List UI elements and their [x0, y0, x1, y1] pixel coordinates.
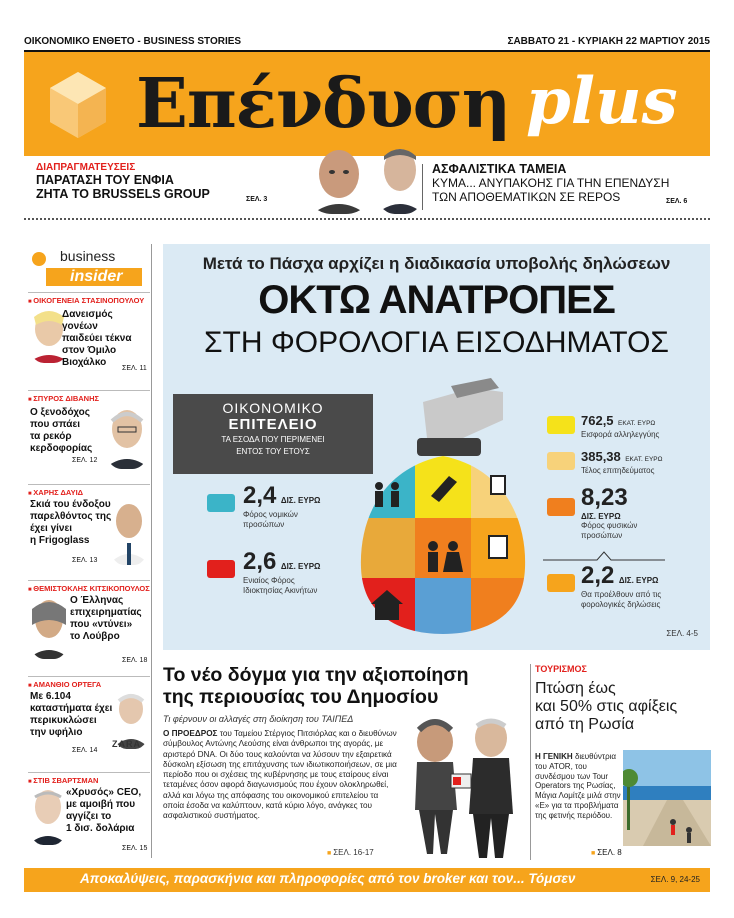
story-headline: Σκιά του ένδοξου παρελθόντος της έχει γίνει η Frigoglass — [30, 499, 112, 546]
infographic-title-line2: ΣΤΗ ΦΟΡΟΛΟΓΙΑ ΕΙΣΟΔΗΜΑΤΟΣ — [204, 326, 669, 359]
infographic-subtitle: Μετά το Πάσχα αρχίζει η διαδικασία υποβολής δηλώσεων — [202, 254, 671, 273]
header-line — [24, 32, 710, 50]
caricature-illustration — [407, 714, 519, 860]
tourism-story[interactable] — [530, 664, 710, 860]
sidebar-story[interactable] — [28, 292, 150, 380]
footer-text: Αποκαλύψεις, παρασκήνια και πληροφορίες από τον broker και τον... Τόμσεν — [80, 871, 576, 886]
story-headline: Ο ξενοδόχος που σπάει τα ρεκόρ κερδοφορίας — [30, 407, 93, 454]
seaside-promenade-photo — [623, 750, 711, 846]
teaser-kicker: ΑΣΦΑΛΙΣΤΙΚΑ ΤΑΜΕΙΑ — [432, 162, 567, 176]
stat-solidarity-levy: 762,5 ΕΚΑΤ. ΕΥΡΩ Εισφορά αλληλεγγύης — [581, 413, 660, 439]
portrait-photo — [108, 499, 150, 565]
story-page: ΣΕΛ. 11 — [122, 365, 147, 372]
story-kicker: ■ ΣΤΙΒ ΣΒΑΡΤΣΜΑΝ — [28, 776, 150, 785]
article-subtitle: Τι φέρνουν οι αλλαγές στη διοίκηση του ΤΑΙΠΕΔ — [163, 714, 354, 724]
story-kicker: ■ ΑΜΑΝΘΙΟ ΟΡΤΕΓΑ — [28, 680, 150, 689]
portrait-photo — [104, 405, 150, 469]
story-headline: Ο Έλληνας επιχειρηματίας που «ντύνει» το Λούβρο — [70, 595, 142, 642]
story-kicker: ■ ΣΠΥΡΟΣ ΔΙΒΑΝΗΣ — [28, 394, 150, 403]
money-bag-puzzle-icon — [353, 368, 533, 638]
legend-swatch — [547, 416, 575, 434]
front-teasers — [24, 158, 710, 214]
teaser-kicker: ΔΙΑΠΡΑΓΜΑΤΕΥΣΕΙΣ — [36, 162, 136, 173]
story-page: ΣΕΛ. 18 — [122, 657, 148, 664]
business-insider-sidebar — [24, 244, 152, 858]
story-page: ΣΕΛ. 15 — [122, 845, 148, 852]
teaser-enfia[interactable] — [36, 162, 266, 201]
sidebar-story[interactable] — [28, 390, 150, 480]
footer-page: ΣΕΛ. 9, 24-25 — [650, 875, 700, 884]
story-headline: Με 6.104 καταστήματα έχει περικυκλώσει την υφήλιο — [30, 691, 113, 738]
stat-tax-returns: 2,2 ΔΙΣ. ΕΥΡΩ Θα προέλθουν από τις φορολογικές δηλώσεις — [581, 562, 662, 609]
masthead-suffix: plus — [526, 64, 678, 139]
teaser-page: ΣΕΛ. 3 — [246, 196, 268, 203]
legend-swatch — [547, 452, 575, 470]
legend-swatch — [207, 560, 235, 578]
masthead — [24, 52, 710, 156]
infographic-title: ΟΚΤΩ ΑΝΑΤΡΟΠΕΣ — [258, 278, 615, 322]
article-page: ■ ΣΕΛ. 16-17 — [327, 848, 374, 857]
taiped-article[interactable] — [163, 664, 517, 860]
banner-line: ΕΝΤΟΣ ΤΟΥ ΕΤΟΥΣ — [236, 447, 310, 456]
bracket-line — [541, 550, 667, 562]
story-page: ΣΕΛ. 12 — [72, 457, 98, 464]
teaser-headline: ΤΩΝ ΑΠΟΘΕΜΑΤΙΚΩΝ ΣΕ REPOS — [432, 190, 621, 204]
issue-date: ΣΑΒΒΑΤΟ 21 - ΚΥΡΙΑΚΗ 22 ΜΑΡΤΙΟΥ 2015 — [507, 35, 710, 47]
portrait-photo — [28, 595, 70, 659]
sidebar-story[interactable] — [28, 484, 150, 576]
stat-personal-income-tax: 8,23 ΔΙΣ. ΕΥΡΩ Φόρος φυσικών προσώπων — [581, 484, 638, 540]
zara-sign: ZARA — [112, 739, 141, 749]
infographic-page: ΣΕΛ. 4-5 — [666, 629, 698, 638]
tourism-kicker: ΤΟΥΡΙΣΜΟΣ — [535, 664, 587, 674]
portrait-photo — [374, 142, 426, 214]
teaser-headline: ΚΥΜΑ... ΑΝΥΠΑΚΟΗΣ ΓΙΑ ΤΗΝ ΕΠΕΝΔΥΣΗ — [432, 176, 670, 190]
tax-infographic[interactable] — [163, 244, 710, 650]
stat-corporate-tax: 2,4 ΔΙΣ. ΕΥΡΩ Φόρος νομικών προσώπων — [243, 482, 321, 529]
tourism-headline: Πτώση έως και 50% στις αφίξεις από τη Ρωσία — [535, 680, 678, 733]
story-page: ΣΕΛ. 13 — [72, 557, 98, 564]
logo-word-business: business — [60, 248, 116, 264]
story-page: ΣΕΛ. 14 — [72, 747, 98, 754]
banner-line: ΤΑ ΕΣΟΔΑ ΠΟΥ ΠΕΡΙΜΕΝΕΙ — [221, 435, 325, 444]
stat-business-levy: 385,38 ΕΚΑΤ. ΕΥΡΩ Τέλος επιτηδεύματος — [581, 449, 663, 475]
teaser-headline: ΖΗΤΑ ΤΟ BRUSSELS GROUP — [36, 187, 210, 201]
legend-swatch — [547, 574, 575, 592]
supplement-label: ΟΙΚΟΝΟΜΙΚΟ ΕΝΘΕΤΟ - BUSINESS STORIES — [24, 35, 242, 47]
stat-enfia: 2,6 ΔΙΣ. ΕΥΡΩ Ενιαίος Φόρος Ιδιοκτησίας Ακινήτων — [243, 548, 321, 595]
teaser-page: ΣΕΛ. 6 — [666, 198, 688, 205]
tourism-page: ■ ΣΕΛ. 8 — [591, 848, 622, 857]
masthead-title: Επένδυση — [136, 64, 511, 144]
story-kicker: ■ ΧΑΡΗΣ ΔΑΥΙΔ — [28, 488, 150, 497]
economic-staff-banner — [173, 394, 373, 474]
teaser-headline: ΠΑΡΑΤΑΣΗ ΤΟΥ ΕΝΦΙΑ — [36, 173, 174, 187]
sidebar-story[interactable] — [28, 772, 150, 858]
portrait-photo — [304, 144, 374, 214]
footer-banner[interactable] — [24, 868, 710, 892]
article-body: Ο ΠΡΟΕΔΡΟΣ του Ταμείου Στέργιος Πιτσιόρλας και ο διευθύνων σύμβουλος Αντώνης Λεούσης είναι άνθρωποι της αγοράς, με αριστερό DNA. Οι δύο τους καλούνται να λύσουν την εξαιρετικά δύσκολη εξίσωση της επιτάχυνσης των ιδιωτικοποιήσεων, σε μια περίοδο που οι σχέσεις της κυβέρνησης με τους εταίρους είναι τεταμένες όσον αφορά διαγωνισμούς που έχουν ολοκληρωθεί, αλλά και λόγω της απόφασης του οικονομικού επιτελείου τα οποία έσοδα να καλύπτουν, κατά κύριο λόγο, ανάγκες του ασφαλιστικού συστήματος. — [163, 729, 397, 821]
logo-word-insider: insider — [70, 268, 123, 285]
story-kicker: ■ ΟΙΚΟΓΕΝΕΙΑ ΣΤΑΣΙΝΟΠΟΥΛΟΥ — [28, 296, 150, 305]
teaser-divider — [422, 164, 423, 210]
sidebar-story[interactable] — [28, 580, 150, 672]
story-headline: «Χρυσός» CEO, με αμοιβή που αγγίζει το 1 δισ. δολάρια — [66, 787, 142, 834]
hexagon-cube-icon — [46, 70, 110, 140]
sidebar-story[interactable] — [28, 676, 150, 764]
article-headline: Το νέο δόγμα για την αξιοποίηση της περιουσίας του Δημοσίου — [163, 664, 469, 708]
portrait-photo — [28, 785, 68, 845]
story-kicker: ■ ΘΕΜΙΣΤΟΚΛΗΣ ΚΙΤΣΙΚΟΠΟΥΛΟΣ — [28, 584, 150, 593]
banner-line: ΟΙΚΟΝΟΜΙΚΟ — [222, 400, 324, 416]
story-headline: Δανεισμός γονέων παιδεύει τέκνα στον Όμιλο Βιοχάλκο — [62, 309, 132, 368]
legend-swatch — [547, 498, 575, 516]
banner-line: ΕΠΙΤΕΛΕΙΟ — [228, 416, 318, 433]
legend-swatch — [207, 494, 235, 512]
section-divider — [24, 218, 710, 220]
tourism-body: Η ΓΕΝΙΚΗ διευθύντρια του ATOR, του συνδέσμου των Tour Operators της Ρωσίας, Μάγια Λομίτζε μιλά στην «Ε» για τα προβλήματα της φετινής περιόδου. — [535, 752, 621, 820]
